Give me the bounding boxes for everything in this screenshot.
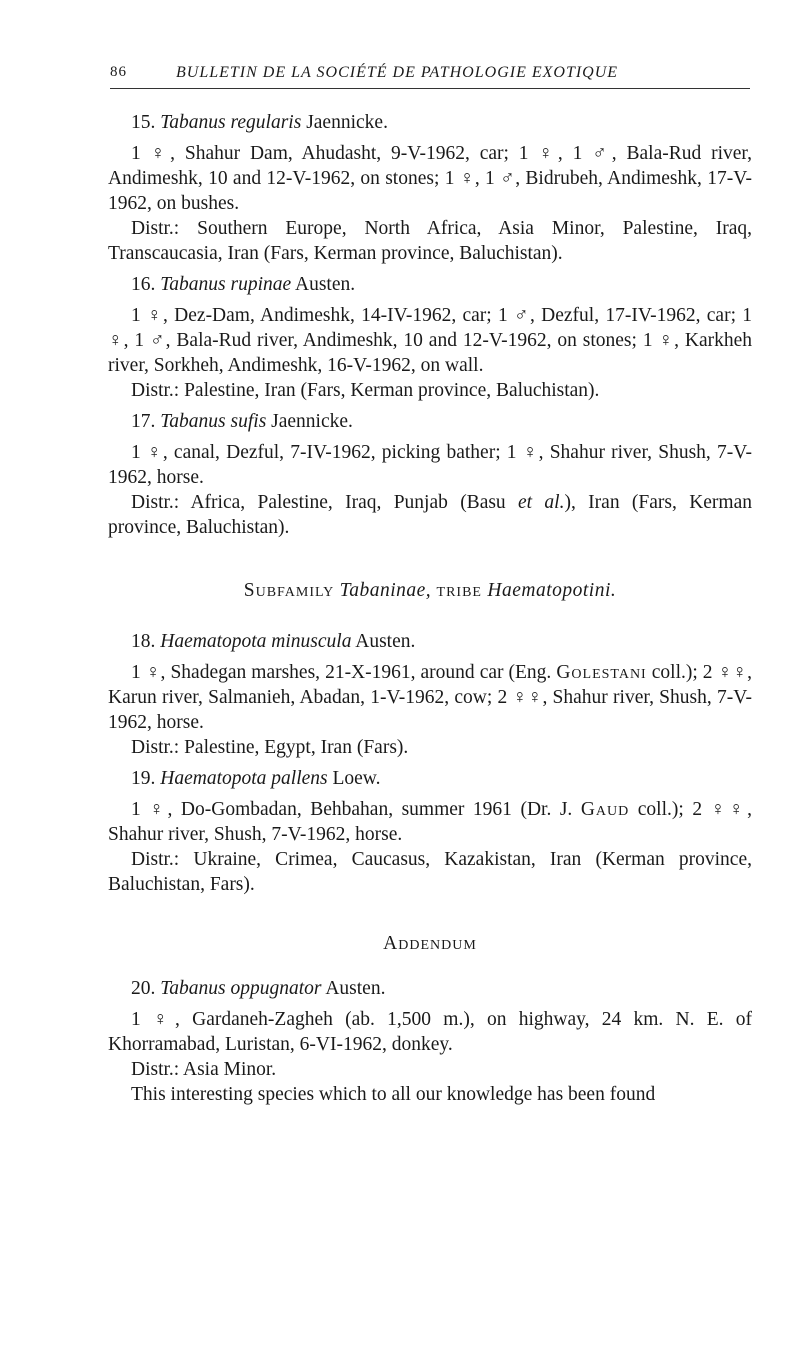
species-heading <box>108 976 752 1001</box>
entry-number: 15. <box>131 112 156 133</box>
species-records <box>108 660 752 735</box>
species-records: 1 ♀, Dez-Dam, Andimeshk, 14-IV-1962, car; 1 ♂, Dezful, 17-IV-1962, car; 1 ♀, 1 ♂, Bala-Rud river, Andimeshk, 10 and 12-V-1962, on stones; 1 ♀, Karkheh river, Sorkheh, Andimeshk, 16-V-1962, on wall. <box>108 305 752 376</box>
species-heading <box>108 409 752 434</box>
tribe-name: Haematopotini. <box>487 580 617 601</box>
species-distribution: Distr.: Southern Europe, North Africa, Asia Minor, Palestine, Iraq, Transcaucasia, Iran (Fars, Kerman province, Baluchistan). <box>108 218 752 264</box>
species-entry-19 <box>108 766 752 897</box>
collector-name: Golestani <box>556 662 647 683</box>
species-records: 1 ♀, canal, Dezful, 7-IV-1962, picking bather; 1 ♀, Shahur river, Shush, 7-V-1962, horse. <box>108 442 752 488</box>
species-name: Tabanus sufis <box>160 411 267 432</box>
running-title: BULLETIN DE LA SOCIÉTÉ DE PATHOLOGIE EXOTIQUE <box>176 64 619 81</box>
records-text: coll.); 2 ♀♀, Shahur river, Shush, 7-V-1962, horse. <box>108 799 753 845</box>
collector-name: Gaud <box>580 799 630 820</box>
species-author: Jaennicke. <box>306 112 388 133</box>
species-author: Loew. <box>332 768 381 789</box>
species-author: Jaennicke. <box>271 411 353 432</box>
tribe-label: tribe <box>436 580 482 601</box>
records-text: coll.); 2 ♀♀, Karun river, Salmanieh, Abadan, 1-V-1962, cow; 2 ♀♀, Shahur river, Shush, 7-V-1962, horse. <box>108 662 752 733</box>
species-author: Austen. <box>355 631 416 652</box>
subfamily-heading <box>108 578 752 603</box>
species-entry-17 <box>108 409 752 540</box>
species-author: Austen. <box>325 978 386 999</box>
addendum-heading: Addendum <box>383 933 477 954</box>
entry-number: 19. <box>131 768 156 789</box>
entry-number: 16. <box>131 274 156 295</box>
subfamily-label: Subfamily <box>243 580 335 601</box>
closing-paragraph: This interesting species which to all our knowledge has been found <box>131 1084 656 1105</box>
species-author: Austen. <box>295 274 356 295</box>
entry-number: 17. <box>131 411 156 432</box>
species-entry-16 <box>108 272 752 403</box>
entry-number: 18. <box>131 631 156 652</box>
species-heading <box>108 629 752 654</box>
species-name: Tabanus oppugnator <box>160 978 322 999</box>
distribution-text: Distr.: Africa, Palestine, Iraq, Punjab (Basu <box>131 492 519 513</box>
species-name: Tabanus rupinae <box>160 274 292 295</box>
species-name: Tabanus regularis <box>160 112 302 133</box>
distribution-citation: et al. <box>518 492 565 513</box>
species-records: 1 ♀, Shahur Dam, Ahudasht, 9-V-1962, car; 1 ♀, 1 ♂, Bala-Rud river, Andimeshk, 10 and 12-V-1962, on stones; 1 ♀, 1 ♂, Bidrubeh, Andimeshk, 17-V-1962, on bushes. <box>108 143 752 214</box>
records-text: 1 ♀, Do-Gombadan, Behbahan, summer 1961 (Dr. J. <box>131 799 581 820</box>
distribution-text: ), Iran (Fars, Kerman province, Baluchistan). <box>108 492 752 538</box>
species-heading <box>108 110 752 135</box>
species-entry-20 <box>108 976 752 1107</box>
species-heading <box>108 272 752 297</box>
species-distribution: Distr.: Asia Minor. <box>131 1059 277 1080</box>
species-distribution: Distr.: Palestine, Iran (Fars, Kerman province, Baluchistan). <box>131 380 600 401</box>
running-header <box>110 64 750 89</box>
page-number: 86 <box>110 64 127 80</box>
subfamily-name: Tabaninae, <box>339 580 432 601</box>
species-records <box>108 797 752 847</box>
species-heading <box>108 766 752 791</box>
species-distribution: Distr.: Palestine, Egypt, Iran (Fars). <box>131 737 409 758</box>
species-entry-18 <box>108 629 752 760</box>
species-name: Haematopota minuscula <box>160 631 352 652</box>
species-distribution <box>108 490 752 540</box>
species-entry-15 <box>108 110 752 266</box>
species-name: Haematopota pallens <box>160 768 328 789</box>
records-text: 1 ♀, Shadegan marshes, 21-X-1961, around car (Eng. <box>131 662 557 683</box>
species-records: 1 ♀, Gardaneh-Zagheh (ab. 1,500 m.), on highway, 24 km. N. E. of Khorramabad, Luristan, 6-VI-1962, donkey. <box>108 1009 752 1055</box>
page-body <box>108 110 752 1113</box>
species-distribution: Distr.: Ukraine, Crimea, Caucasus, Kazakistan, Iran (Kerman province, Baluchistan, Fars). <box>108 849 752 895</box>
entry-number: 20. <box>131 978 156 999</box>
